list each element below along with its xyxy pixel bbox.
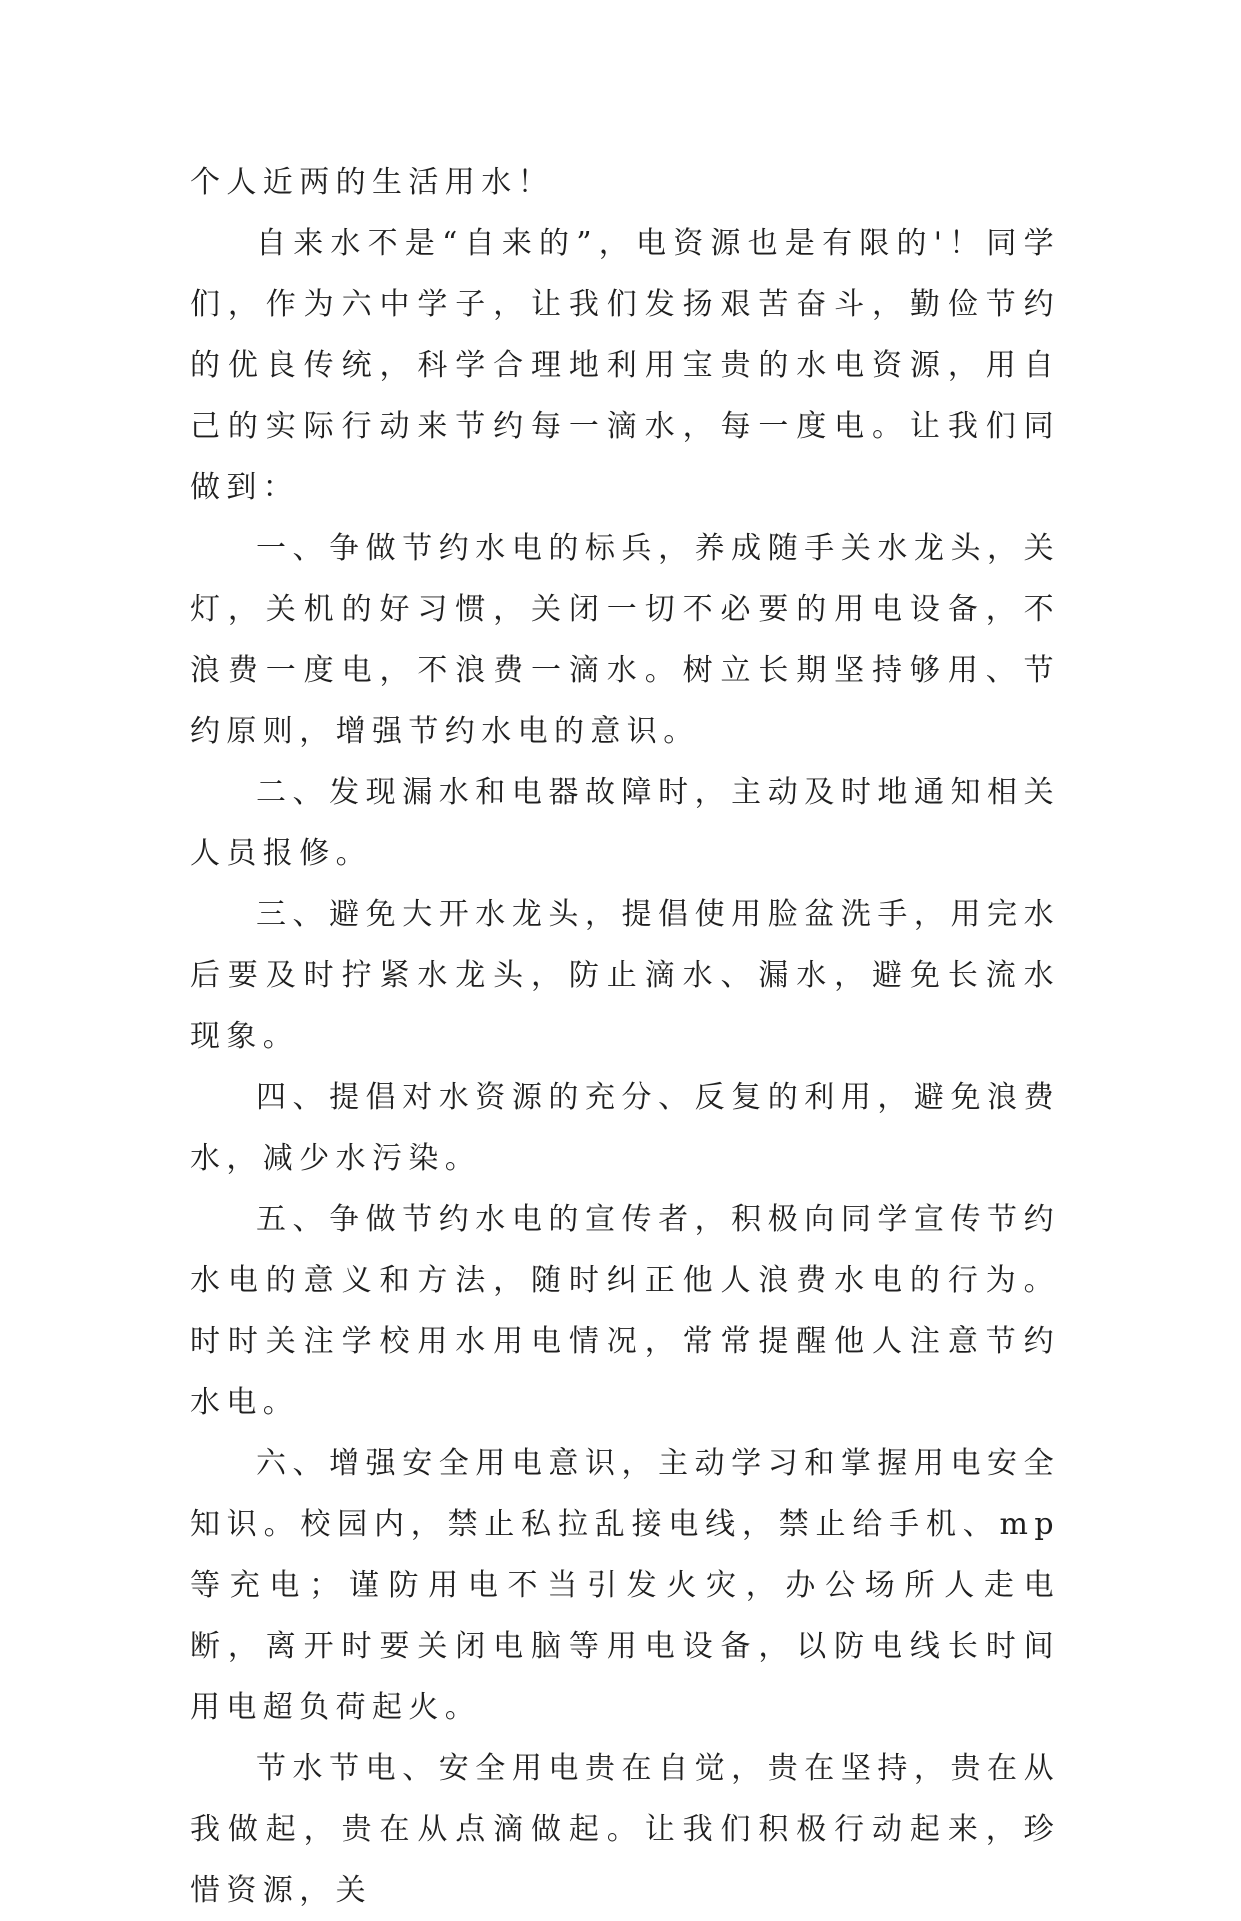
paragraph-9: 节水节电、安全用电贵在自觉，贵在坚持，贵在从我做起，贵在从点滴做起。让我们积极行动起来，珍惜资源，关	[190, 1751, 1060, 1908]
paragraph-5: 三、避免大开水龙头，提倡使用脸盆洗手，用完水后要及时拧紧水龙头，防止滴水、漏水，避免长流水现象。	[190, 897, 1060, 1054]
paragraph-3: 一、争做节约水电的标兵，养成随手关水龙头，关灯，关机的好习惯，关闭一切不必要的用电设备，不浪费一度电，不浪费一滴水。树立长期坚持够用、节约原则，增强节约水电的意识。	[190, 531, 1060, 749]
paragraph-4: 二、发现漏水和电器故障时，主动及时地通知相关人员报修。	[190, 775, 1060, 871]
paragraph-6: 四、提倡对水资源的充分、反复的利用，避免浪费水，减少水污染。	[190, 1080, 1060, 1176]
paragraph-8: 六、增强安全用电意识，主动学习和掌握用电安全知识。校园内，禁止私拉乱接电线，禁止给手机、mp等充电；谨防用电不当引发火灾，办公场所人走电断，离开时要关闭电脑等用电设备，以防电线长时间用电超负荷起火。	[190, 1446, 1060, 1725]
paragraph-7: 五、争做节约水电的宣传者，积极向同学宣传节约水电的意义和方法，随时纠正他人浪费水电的行为。时时关注学校用水用电情况，常常提醒他人注意节约水电。	[190, 1202, 1060, 1420]
paragraph-1: 个人近两的生活用水！	[190, 165, 554, 200]
paragraph-2: 自来水不是“自来的”，电资源也是有限的'！同学们，作为六中学子，让我们发扬艰苦奋斗，勤俭节约的优良传统，科学合理地利用宝贵的水电资源，用自己的实际行动来节约每一滴水，每一度电。让我们同做到：	[190, 226, 1060, 505]
document-body	[190, 152, 1060, 1921]
